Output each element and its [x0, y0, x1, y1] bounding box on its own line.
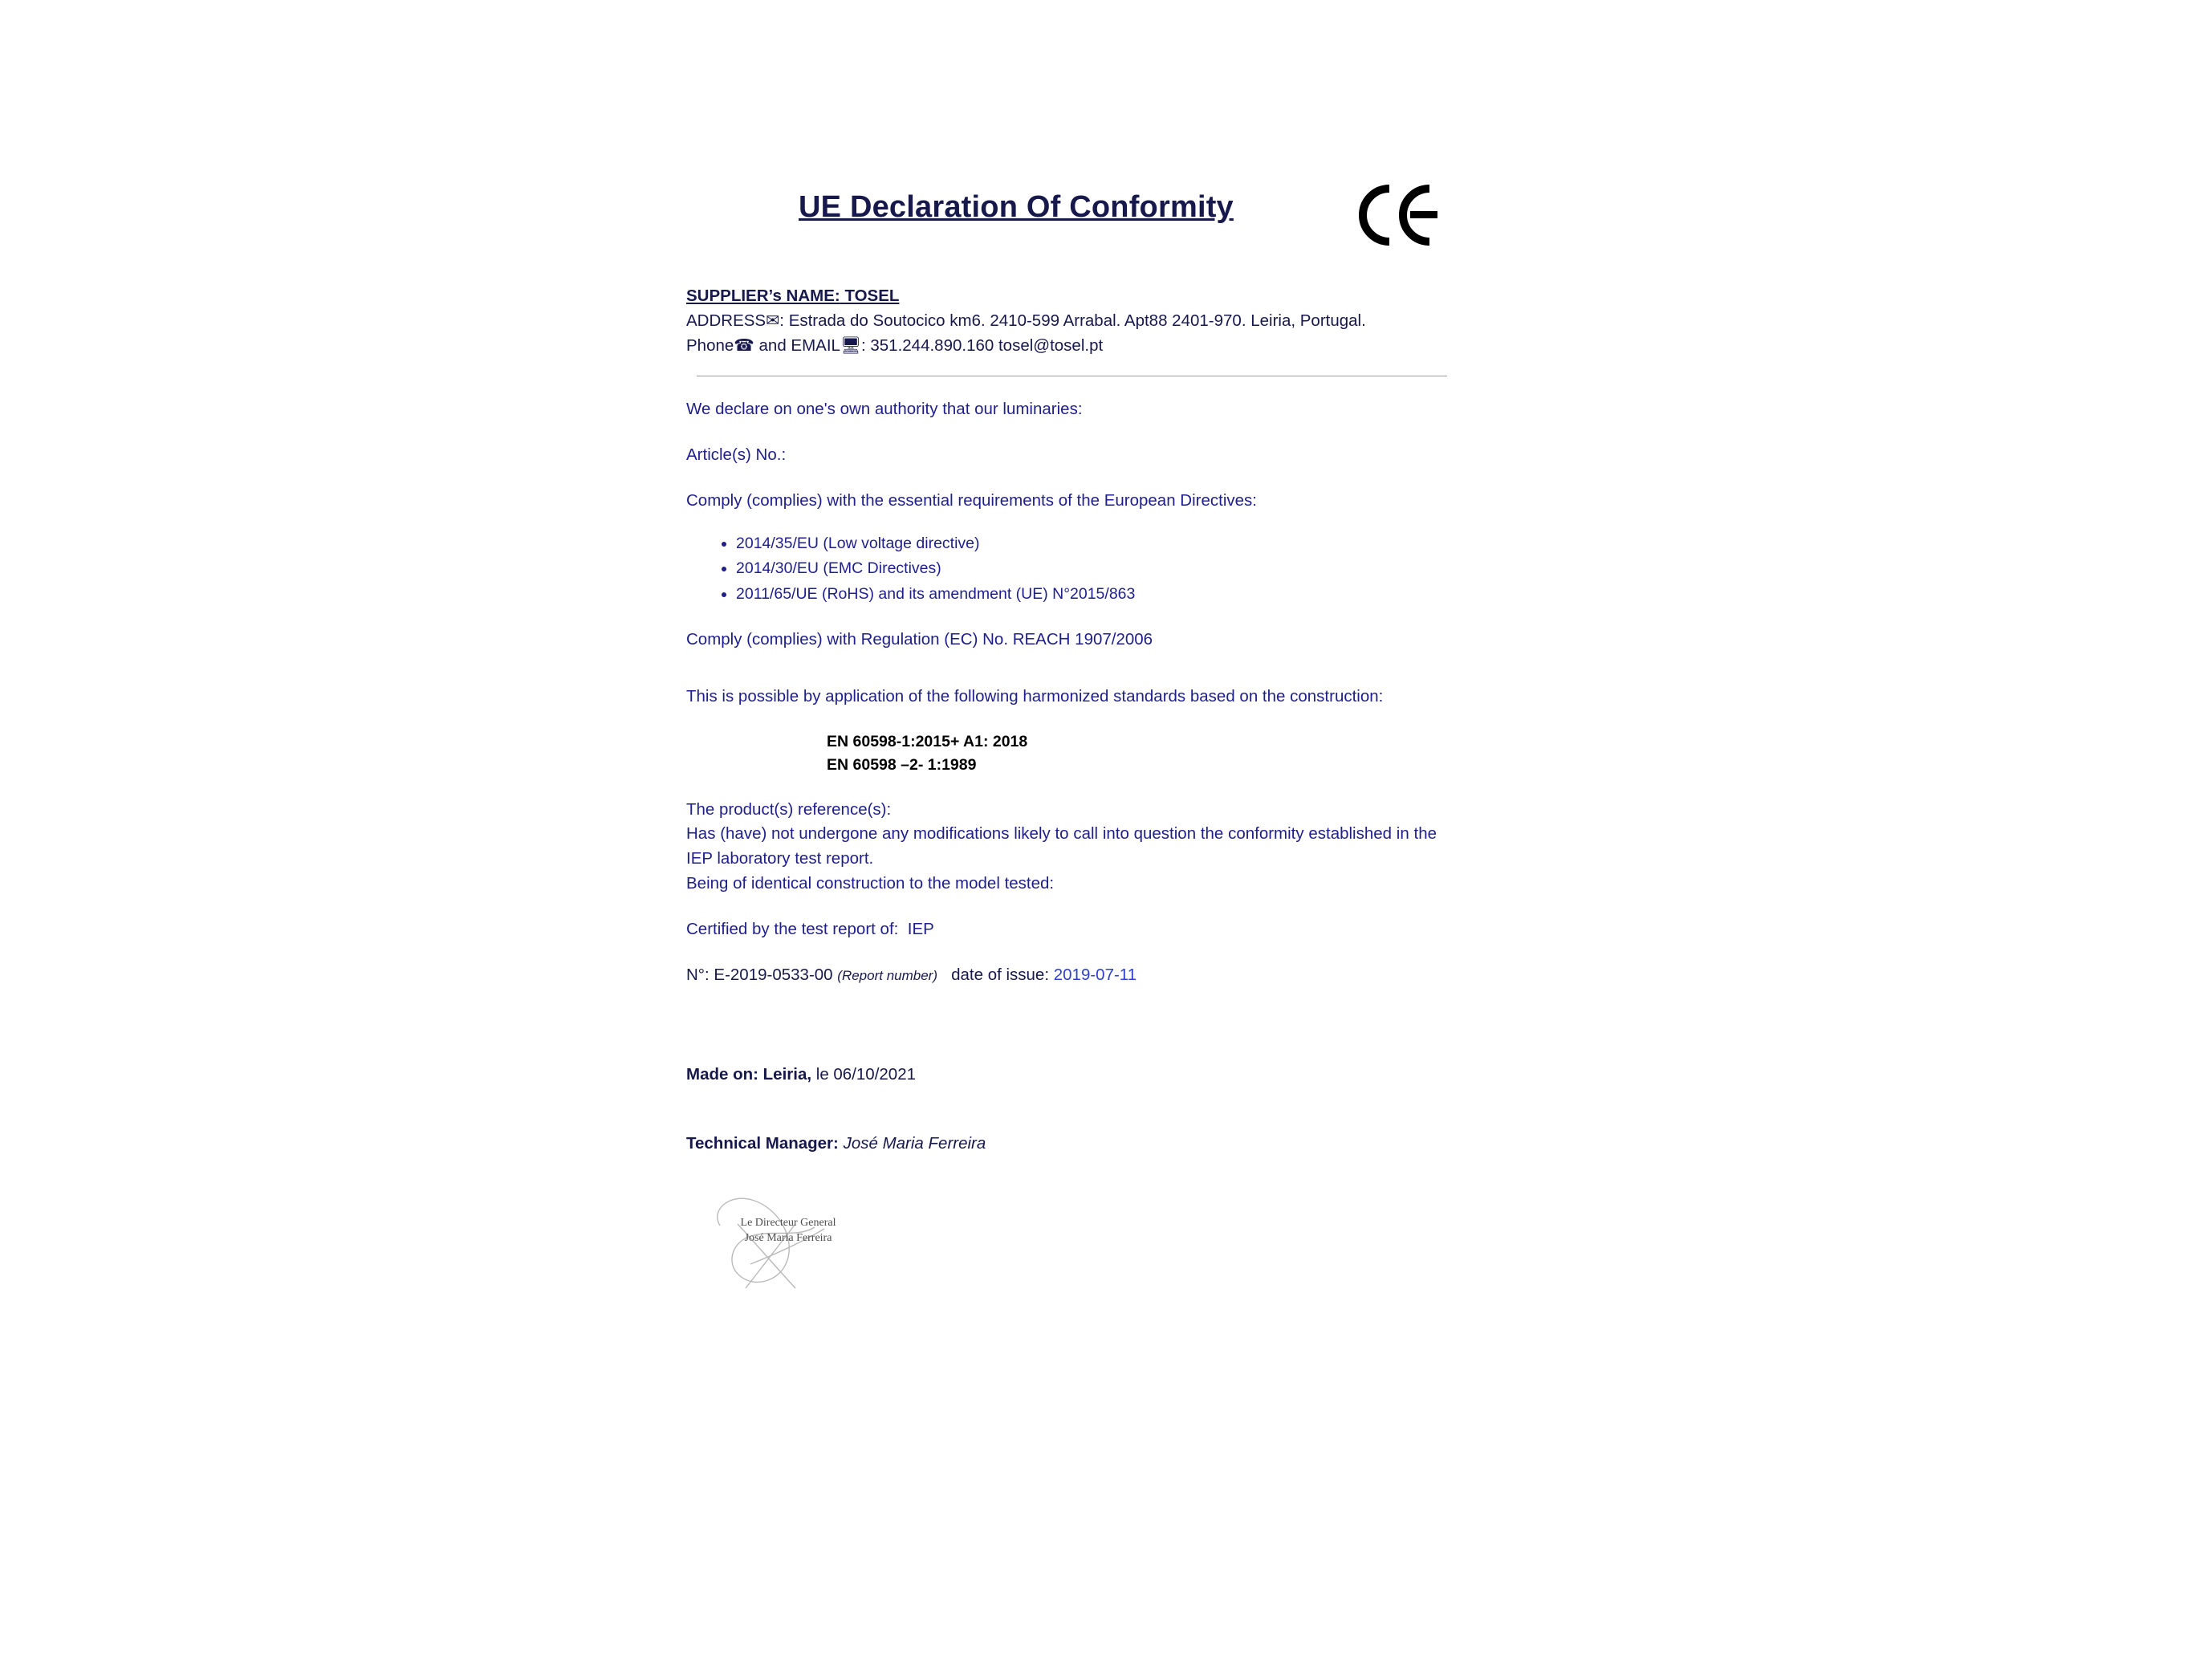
supplier-name-line	[686, 283, 1457, 308]
telephone-icon: ☎	[734, 336, 754, 356]
date-of-issue-value: 2019-07-11	[1053, 966, 1137, 985]
comply-directives-text: Comply (complies) with the essential requirements of the European Directives:	[686, 490, 1257, 510]
harmonized-standards-intro: This is possible by application of the following harmonized standards based on the construction:	[686, 687, 1384, 706]
phone-label: Phone	[686, 336, 734, 356]
signature-text	[720, 1216, 856, 1246]
address-label: ADDRESS	[686, 311, 766, 331]
certified-by-label: Certified by the test report of:	[686, 919, 899, 938]
standard-item: EN 60598-1:2015+ A1: 2018	[827, 732, 1028, 750]
no-modification-text: Has (have) not undergone any modifications likely to call into question the conformity established in the IEP laboratory test report.	[686, 824, 1437, 868]
supplier-block	[686, 283, 1457, 358]
report-number-value: E-2019-0533-00	[714, 966, 833, 985]
supplier-contact-line	[686, 333, 1457, 358]
title-row	[686, 173, 1457, 261]
standards-list	[827, 730, 1457, 777]
directives-list	[686, 531, 1457, 608]
technical-manager-label: Technical Manager:	[686, 1134, 839, 1153]
page-title: UE Declaration Of Conformity	[799, 190, 1234, 224]
comply-reach-text: Comply (complies) with Regulation (EC) No. REACH 1907/2006	[686, 630, 1153, 649]
certified-by-line	[686, 917, 1457, 942]
made-on-line	[686, 1065, 1457, 1084]
made-on-value: le 06/10/2021	[811, 1065, 917, 1084]
date-of-issue-label: date of issue:	[951, 966, 1050, 985]
envelope-icon: ✉	[766, 311, 780, 331]
standard-item: EN 60598 –2- 1:1989	[827, 755, 977, 774]
contact-value: : 351.244.890.160 tosel@tosel.pt	[860, 336, 1104, 356]
address-value: : Estrada do Soutocico km6. 2410-599 Arrabal. Apt88 2401-970. Leiria, Portugal.	[779, 311, 1366, 331]
ce-marking-icon	[1352, 179, 1449, 251]
list-item: • 2014/30/EU (EMC Directives)	[736, 556, 1457, 582]
document-body	[686, 173, 1457, 1307]
email-label: and EMAIL	[754, 336, 840, 356]
technical-manager-line	[686, 1134, 1457, 1153]
signature-line-2: José Maria Ferreira	[744, 1231, 832, 1244]
report-number-note: (Report number)	[837, 968, 937, 984]
identical-construction-text: Being of identical construction to the model tested:	[686, 873, 1055, 893]
product-reference-label: The product(s) reference(s):	[686, 799, 892, 819]
article-number-label: Article(s) No.:	[686, 445, 787, 465]
made-on-label: Made on: Leiria,	[686, 1065, 812, 1084]
list-item: • 2014/35/EU (Low voltage directive)	[736, 531, 1457, 557]
supplier-address-line	[686, 308, 1437, 333]
supplier-name-value: TOSEL	[844, 287, 900, 305]
certified-by-value: IEP	[907, 919, 934, 938]
list-item: • 2011/65/UE (RoHS) and its amendment (UE) N°2015/863	[736, 582, 1457, 608]
supplier-name-label: SUPPLIER’s NAME:	[686, 287, 840, 305]
technical-manager-value: José Maria Ferreira	[838, 1134, 986, 1153]
report-number-line	[686, 966, 1457, 985]
monitor-icon: 🖥	[840, 336, 861, 356]
declaration-statement: We declare on one's own authority that our luminaries:	[686, 400, 1083, 419]
signature-line-1: Le Directeur General	[740, 1217, 836, 1230]
signature-block	[702, 1187, 879, 1307]
report-number-label: N°:	[686, 966, 710, 985]
